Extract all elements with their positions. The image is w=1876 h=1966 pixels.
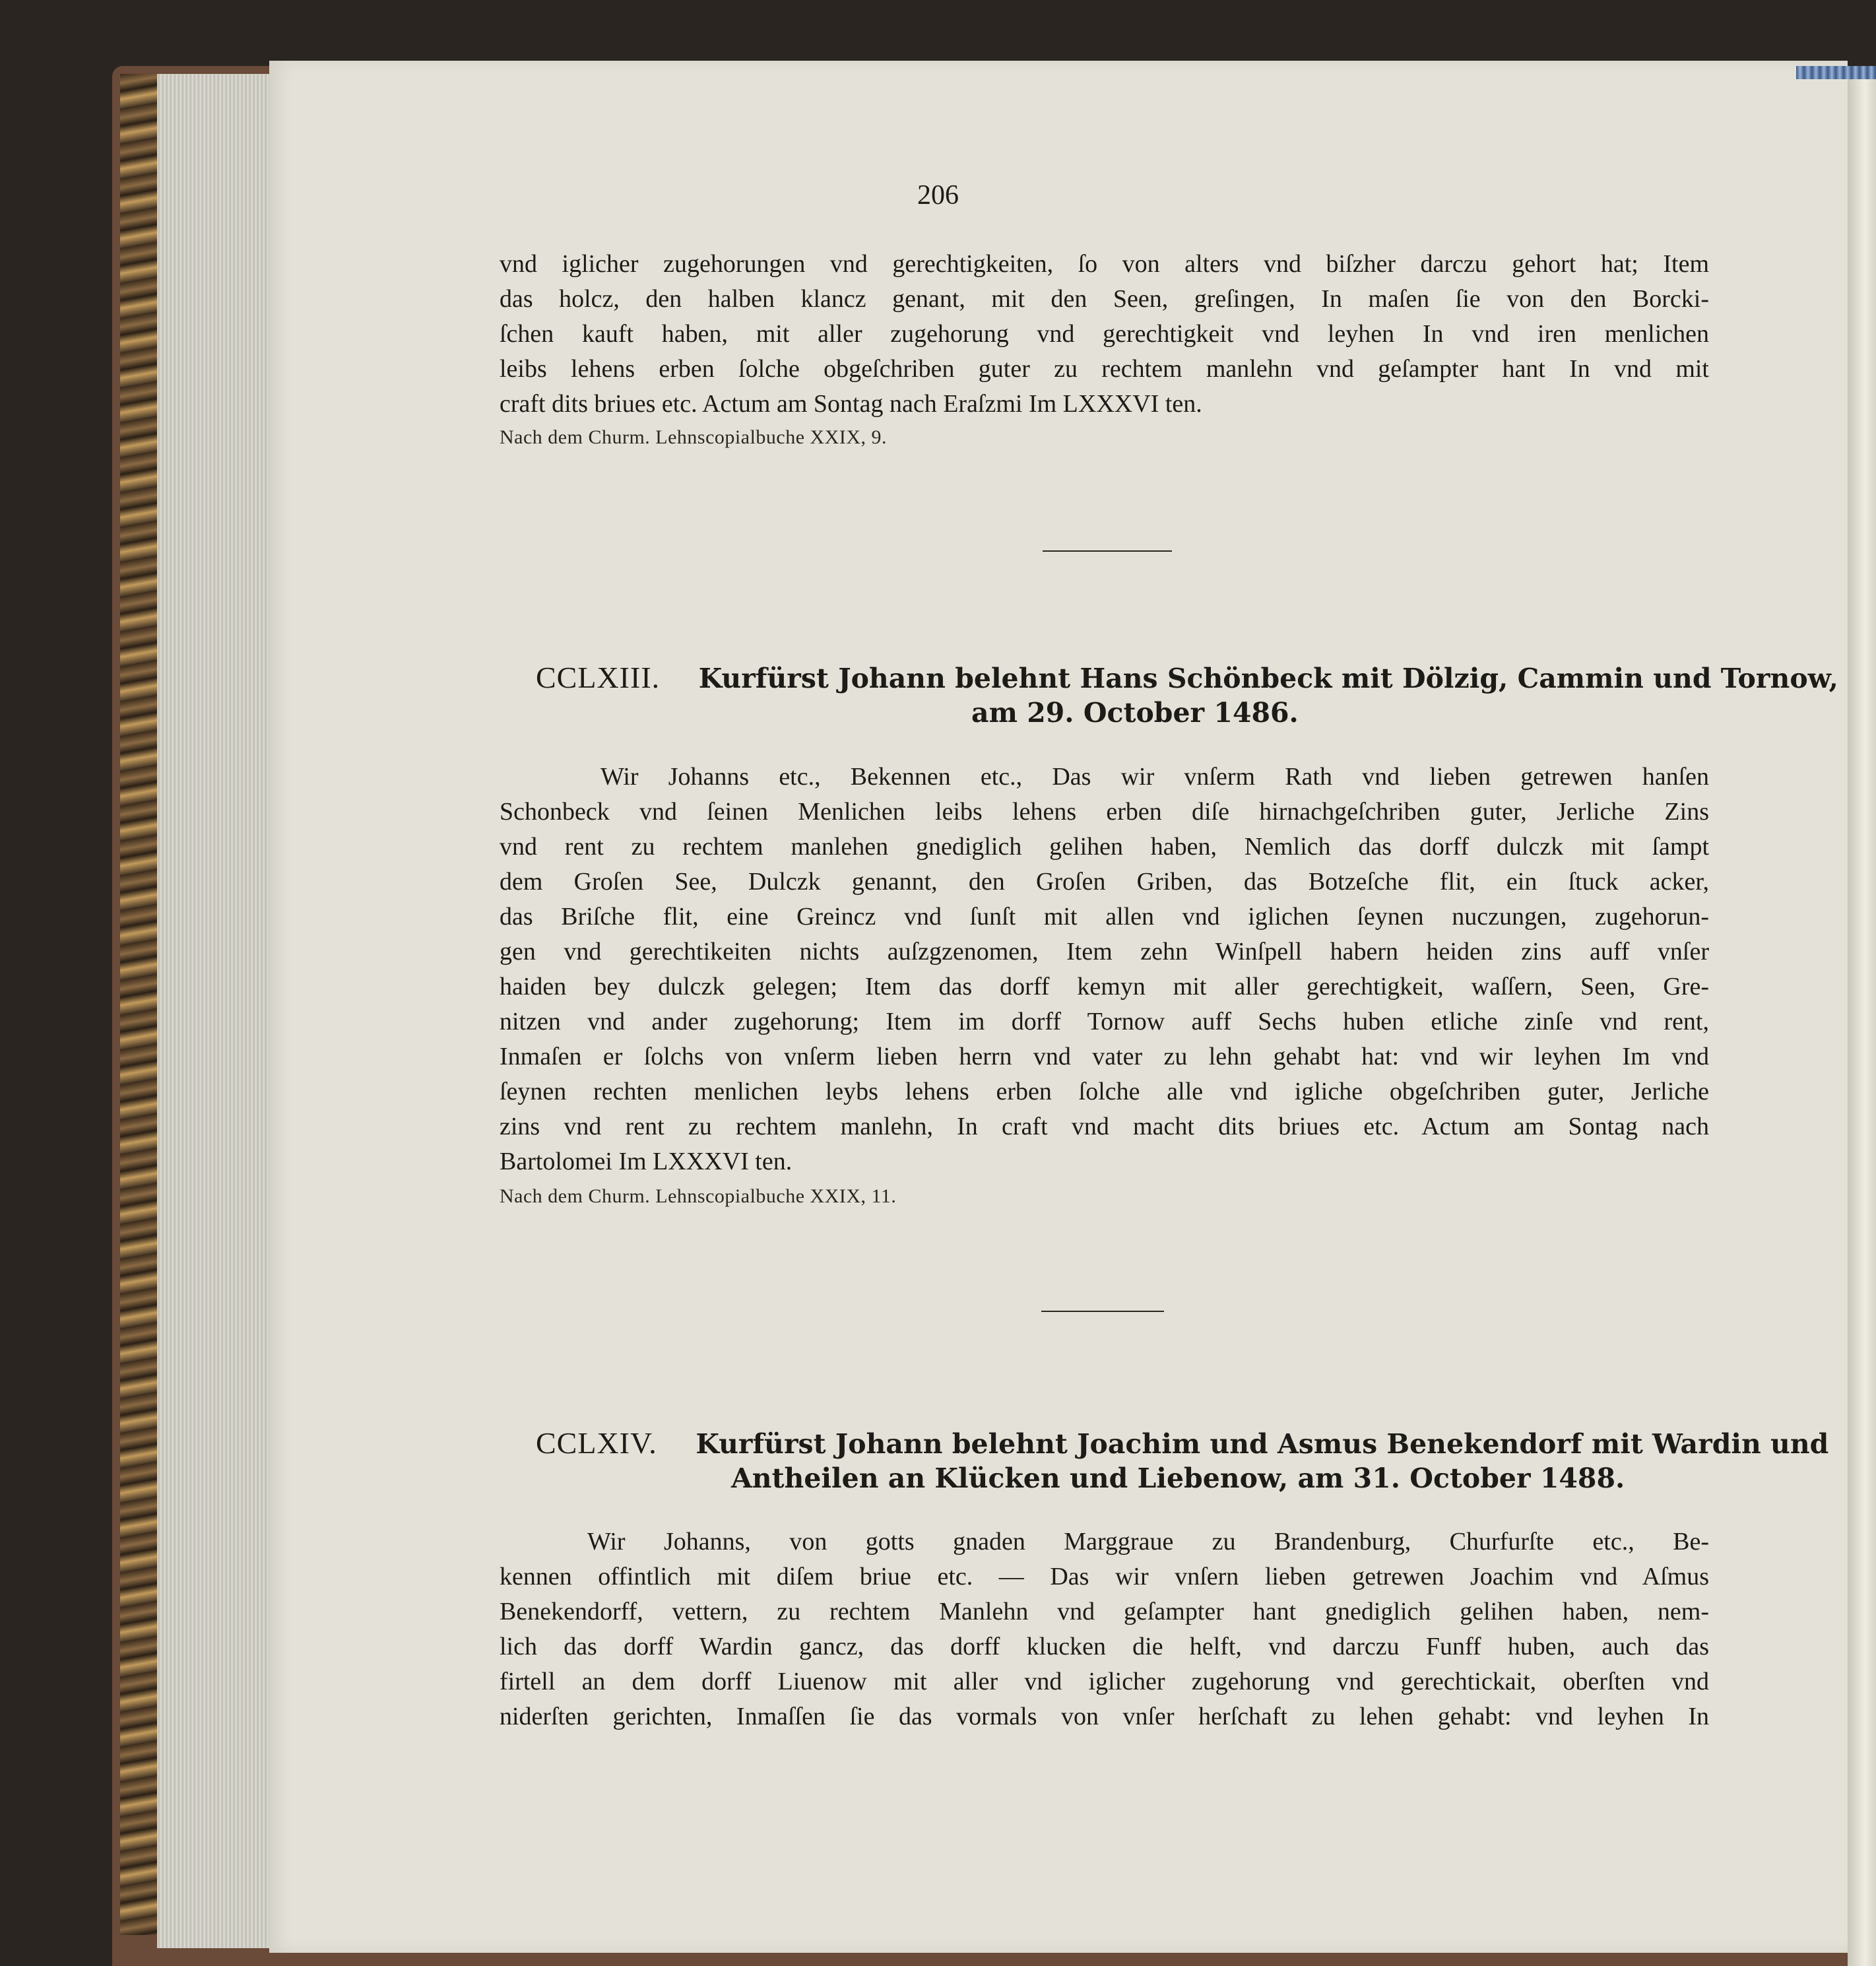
text-line: craft dits briues etc. Actum am Sontag nach Eraſzmi Im LXXXVI ten. <box>500 390 1202 418</box>
text-line: Schonbeck vnd ſeinen Menlichen leibs lehens erben diſe hirnachgeſchriben guter, Jerliche Zins <box>500 798 1709 826</box>
text-line: zins vnd rent zu rechtem manlehn, In craft vnd macht dits briues etc. Actum am Sontag nach <box>500 1113 1709 1140</box>
text-line: kennen offintlich mit diſem briue etc. — Das wir vnſern lieben getrewen Joachim vnd Aſmus <box>500 1563 1709 1590</box>
text-line: Benekendorff, vettern, zu rechtem Manlehn vnd geſampter hant gnediglich gelihen haben, nem- <box>500 1598 1709 1625</box>
document-numeral: CCLXIV. <box>536 1426 657 1460</box>
text-line: Bartolomei Im LXXXVI ten. <box>500 1148 792 1175</box>
section-divider <box>1043 550 1172 552</box>
text-line: niderſten gerichten, Inmaſſen ſie das vormals von vnſer herſchaft zu lehen gehabt: vnd leyhen In <box>500 1703 1709 1730</box>
page-number: 206 <box>917 180 959 211</box>
source-note: Nach dem Churm. Lehnscopialbuche XXIX, 9. <box>500 426 888 448</box>
text-line: lich das dorff Wardin gancz, das dorff klucken die helft, vnd darczu Funff huben, auch das <box>500 1633 1709 1660</box>
text-line: gen vnd gerechtikeiten nichts auſzgzenomen, Item zehn Winſpell habern heiden zins auff vnſer <box>500 938 1709 966</box>
document-heading <box>536 1425 1828 1460</box>
document-title: Kurfürst Johann belehnt Hans Schönbeck mit Dölzig, Cammin und Tornow, <box>698 663 1838 694</box>
document-numeral: CCLXIII. <box>536 661 661 694</box>
document-title: Kurfürst Johann belehnt Joachim und Asmus Benekendorf mit Wardin und <box>695 1428 1829 1460</box>
source-note: Nach dem Churm. Lehnscopialbuche XXIX, 11. <box>500 1185 897 1207</box>
text-line: Wir Johanns etc., Bekennen etc., Das wir vnſerm Rath vnd lieben getrewen hanſen <box>600 763 1709 791</box>
bookmark-ribbon <box>1796 66 1876 79</box>
text-line: leibs lehens erben ſolche obgeſchriben guter zu rechtem manlehn vnd geſampter hant In vnd mit <box>500 355 1709 383</box>
section-divider <box>1041 1311 1164 1312</box>
text-line: Wir Johanns, von gotts gnaden Marggraue zu Brandenburg, Churfurſte etc., Be- <box>587 1528 1709 1556</box>
document-heading <box>536 660 1838 695</box>
text-line: dem Groſen See, Dulczk genannt, den Groſen Griben, das Botzeſche flit, ein ſtuck acker, <box>500 868 1709 896</box>
text-line: haiden bey dulczk gelegen; Item das dorff kemyn mit aller gerechtigkeit, waſſern, Seen, Gre- <box>500 973 1709 1000</box>
text-line: nitzen vnd ander zugehorung; Item im dorff Tornow auff Sechs huben etliche zinſe vnd rent, <box>500 1008 1709 1035</box>
text-line: vnd rent zu rechtem manlehen gnediglich gelihen haben, Nemlich das dorff dulczk mit ſampt <box>500 833 1709 861</box>
document-title-continued: Antheilen an Klücken und Liebenow, am 31. October 1488. <box>731 1462 1625 1494</box>
text-line: ſeynen rechten menlichen leybs lehens erben ſolche alle vnd igliche obgeſchriben guter, Jerliche <box>500 1078 1709 1105</box>
marbled-endpaper <box>120 74 160 1935</box>
facing-page-edge <box>1848 74 1876 1966</box>
text-line: das holcz, den halben klancz genant, mit den Seen, greſingen, In maſen ſie von den Borcki- <box>500 285 1709 313</box>
page-edges <box>157 74 269 1948</box>
text-line: das Briſche flit, eine Greincz vnd ſunſt mit allen vnd iglichen ſeynen nuczungen, zugehorun- <box>500 903 1709 931</box>
text-line: vnd iglicher zugehorungen vnd gerechtigkeiten, ſo von alters vnd biſzher darczu gehort hat; Item <box>500 250 1709 278</box>
text-line: ſchen kauft haben, mit aller zugehorung vnd gerechtigkeit vnd leyhen In vnd iren menlichen <box>500 320 1709 348</box>
document-date: am 29. October 1486. <box>971 697 1299 729</box>
text-line: firtell an dem dorff Liuenow mit aller vnd iglicher zugehorung vnd gerechtickait, oberſten vnd <box>500 1668 1709 1695</box>
text-line: Inmaſen er ſolchs von vnſerm lieben herrn vnd vater zu lehn gehabt hat: vnd wir leyhen Im vnd <box>500 1043 1709 1070</box>
